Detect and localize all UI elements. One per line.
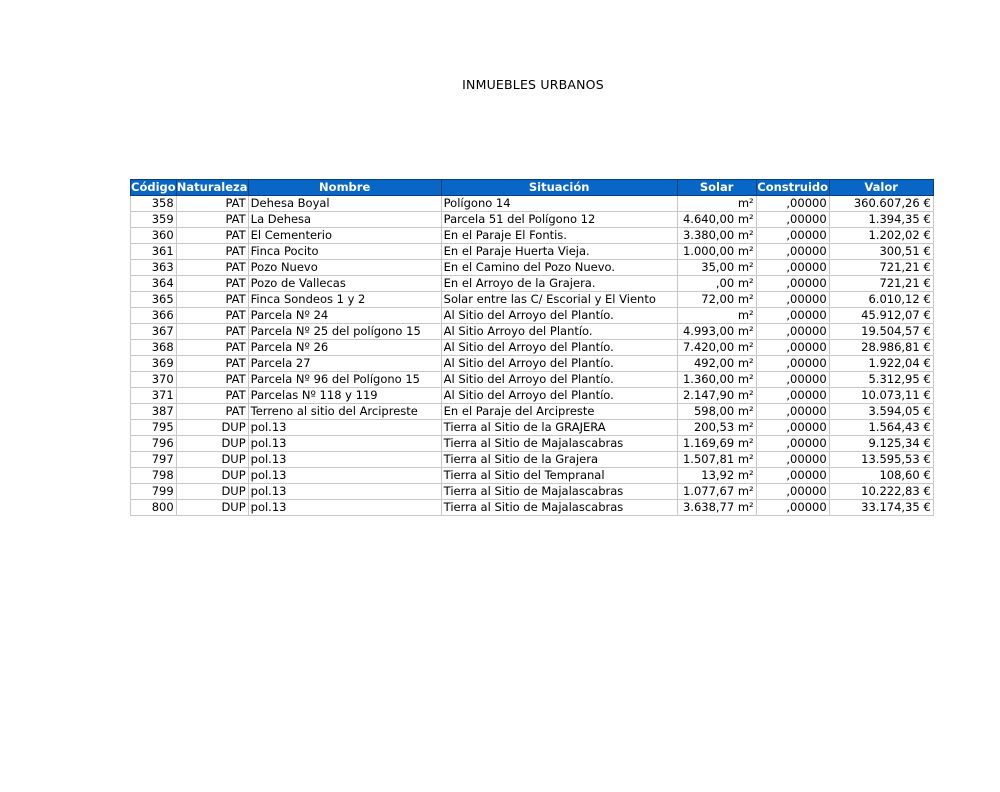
cell-solar: 200,53 m² — [677, 420, 756, 436]
cell-nombre: pol.13 — [248, 452, 441, 468]
cell-nombre: Parcelas Nº 118 y 119 — [248, 388, 441, 404]
cell-nombre: Terreno al sitio del Arcipreste — [248, 404, 441, 420]
cell-situacion: En el Arroyo de la Grajera. — [441, 276, 677, 292]
cell-nombre: Pozo Nuevo — [248, 260, 441, 276]
cell-codigo: 368 — [131, 340, 177, 356]
cell-situacion: Parcela 51 del Polígono 12 — [441, 212, 677, 228]
cell-nombre: El Cementerio — [248, 228, 441, 244]
table-row — [131, 228, 934, 244]
cell-solar: 4.993,00 m² — [677, 324, 756, 340]
cell-situacion: En el Paraje El Fontis. — [441, 228, 677, 244]
cell-construido: ,00000 — [756, 292, 829, 308]
cell-naturaleza: DUP — [176, 436, 248, 452]
cell-valor: 13.595,53 € — [829, 452, 933, 468]
cell-valor: 10.073,11 € — [829, 388, 933, 404]
cell-codigo: 364 — [131, 276, 177, 292]
cell-valor: 300,51 € — [829, 244, 933, 260]
page-title: INMUEBLES URBANOS — [462, 77, 604, 92]
header-solar: Solar — [677, 180, 756, 196]
cell-valor: 5.312,95 € — [829, 372, 933, 388]
cell-solar: 1.169,69 m² — [677, 436, 756, 452]
cell-nombre: pol.13 — [248, 468, 441, 484]
cell-construido: ,00000 — [756, 308, 829, 324]
cell-naturaleza: DUP — [176, 468, 248, 484]
cell-codigo: 365 — [131, 292, 177, 308]
cell-situacion: Al Sitio del Arroyo del Plantío. — [441, 340, 677, 356]
cell-valor: 1.394,35 € — [829, 212, 933, 228]
table-row — [131, 420, 934, 436]
cell-nombre: pol.13 — [248, 484, 441, 500]
cell-construido: ,00000 — [756, 244, 829, 260]
cell-nombre: Parcela Nº 96 del Polígono 15 — [248, 372, 441, 388]
cell-naturaleza: PAT — [176, 308, 248, 324]
cell-solar: ,00 m² — [677, 276, 756, 292]
cell-naturaleza: PAT — [176, 356, 248, 372]
table-row — [131, 372, 934, 388]
cell-naturaleza: DUP — [176, 484, 248, 500]
cell-codigo: 795 — [131, 420, 177, 436]
cell-solar: 1.507,81 m² — [677, 452, 756, 468]
cell-codigo: 369 — [131, 356, 177, 372]
cell-situacion: Al Sitio del Arroyo del Plantío. — [441, 372, 677, 388]
cell-solar: m² — [677, 308, 756, 324]
table-row — [131, 468, 934, 484]
table-row — [131, 356, 934, 372]
cell-nombre: Finca Sondeos 1 y 2 — [248, 292, 441, 308]
cell-nombre: pol.13 — [248, 436, 441, 452]
table-row — [131, 484, 934, 500]
cell-valor: 1.922,04 € — [829, 356, 933, 372]
cell-construido: ,00000 — [756, 356, 829, 372]
cell-codigo: 799 — [131, 484, 177, 500]
cell-solar: 1.360,00 m² — [677, 372, 756, 388]
cell-situacion: Al Sitio del Arroyo del Plantío. — [441, 388, 677, 404]
cell-nombre: Pozo de Vallecas — [248, 276, 441, 292]
cell-situacion: Tierra al Sitio del Tempranal — [441, 468, 677, 484]
cell-solar: 72,00 m² — [677, 292, 756, 308]
header-nombre: Nombre — [248, 180, 441, 196]
cell-naturaleza: DUP — [176, 500, 248, 516]
cell-codigo: 361 — [131, 244, 177, 260]
cell-construido: ,00000 — [756, 212, 829, 228]
cell-solar: 7.420,00 m² — [677, 340, 756, 356]
table-row — [131, 260, 934, 276]
table-row — [131, 212, 934, 228]
table-row — [131, 404, 934, 420]
cell-construido: ,00000 — [756, 276, 829, 292]
cell-situacion: En el Paraje del Arcipreste — [441, 404, 677, 420]
table-row — [131, 340, 934, 356]
cell-valor: 721,21 € — [829, 260, 933, 276]
cell-valor: 9.125,34 € — [829, 436, 933, 452]
cell-solar: 35,00 m² — [677, 260, 756, 276]
cell-codigo: 387 — [131, 404, 177, 420]
cell-solar: 1.077,67 m² — [677, 484, 756, 500]
header-situacion: Situación — [441, 180, 677, 196]
cell-valor: 6.010,12 € — [829, 292, 933, 308]
table-header — [131, 180, 934, 196]
cell-codigo: 798 — [131, 468, 177, 484]
cell-valor: 721,21 € — [829, 276, 933, 292]
cell-naturaleza: PAT — [176, 340, 248, 356]
cell-nombre: Parcela Nº 26 — [248, 340, 441, 356]
cell-construido: ,00000 — [756, 404, 829, 420]
cell-construido: ,00000 — [756, 484, 829, 500]
cell-situacion: Tierra al Sitio de Majalascabras — [441, 436, 677, 452]
cell-codigo: 363 — [131, 260, 177, 276]
cell-construido: ,00000 — [756, 452, 829, 468]
cell-nombre: La Dehesa — [248, 212, 441, 228]
cell-naturaleza: PAT — [176, 196, 248, 212]
header-construido: Construido — [757, 180, 829, 194]
cell-codigo: 370 — [131, 372, 177, 388]
header-naturaleza: Naturaleza — [176, 180, 248, 194]
cell-situacion: Tierra al Sitio de Majalascabras — [441, 484, 677, 500]
cell-solar: 1.000,00 m² — [677, 244, 756, 260]
header-row — [131, 180, 934, 196]
cell-situacion: En el Camino del Pozo Nuevo. — [441, 260, 677, 276]
cell-valor: 1.564,43 € — [829, 420, 933, 436]
cell-nombre: pol.13 — [248, 500, 441, 516]
cell-nombre: Finca Pocito — [248, 244, 441, 260]
cell-nombre: Dehesa Boyal — [248, 196, 441, 212]
property-table — [130, 179, 934, 516]
table-row — [131, 308, 934, 324]
cell-codigo: 360 — [131, 228, 177, 244]
cell-codigo: 800 — [131, 500, 177, 516]
cell-naturaleza: PAT — [176, 292, 248, 308]
cell-situacion: Tierra al Sitio de la GRAJERA — [441, 420, 677, 436]
cell-naturaleza: PAT — [176, 276, 248, 292]
cell-naturaleza: PAT — [176, 228, 248, 244]
cell-codigo: 366 — [131, 308, 177, 324]
table-row — [131, 388, 934, 404]
cell-solar: 3.380,00 m² — [677, 228, 756, 244]
cell-situacion: Solar entre las C/ Escorial y El Viento — [441, 292, 677, 308]
cell-construido: ,00000 — [756, 324, 829, 340]
cell-codigo: 359 — [131, 212, 177, 228]
cell-solar: 13,92 m² — [677, 468, 756, 484]
cell-codigo: 797 — [131, 452, 177, 468]
cell-codigo: 358 — [131, 196, 177, 212]
cell-valor: 45.912,07 € — [829, 308, 933, 324]
cell-situacion: Tierra al Sitio de la Grajera — [441, 452, 677, 468]
cell-nombre: Parcela 27 — [248, 356, 441, 372]
cell-solar: 4.640,00 m² — [677, 212, 756, 228]
cell-naturaleza: PAT — [176, 212, 248, 228]
cell-nombre: Parcela Nº 25 del polígono 15 — [248, 324, 441, 340]
cell-situacion: Al Sitio Arroyo del Plantío. — [441, 324, 677, 340]
cell-solar: 598,00 m² — [677, 404, 756, 420]
cell-construido: ,00000 — [756, 372, 829, 388]
cell-naturaleza: PAT — [176, 260, 248, 276]
cell-solar: m² — [677, 196, 756, 212]
cell-naturaleza: PAT — [176, 372, 248, 388]
cell-situacion: Tierra al Sitio de Majalascabras — [441, 500, 677, 516]
table-row — [131, 196, 934, 212]
cell-construido: ,00000 — [756, 500, 829, 516]
table-row — [131, 436, 934, 452]
table-row — [131, 276, 934, 292]
cell-construido: ,00000 — [756, 228, 829, 244]
cell-solar: 2.147,90 m² — [677, 388, 756, 404]
cell-construido: ,00000 — [756, 340, 829, 356]
cell-construido: ,00000 — [756, 388, 829, 404]
table-row — [131, 452, 934, 468]
cell-naturaleza: PAT — [176, 324, 248, 340]
cell-situacion: Al Sitio del Arroyo del Plantío. — [441, 308, 677, 324]
cell-valor: 360.607,26 € — [829, 196, 933, 212]
cell-situacion: Al Sitio del Arroyo del Plantío. — [441, 356, 677, 372]
cell-nombre: Parcela Nº 24 — [248, 308, 441, 324]
cell-construido: ,00000 — [756, 436, 829, 452]
table-row — [131, 244, 934, 260]
table-row — [131, 292, 934, 308]
table-body — [131, 196, 934, 516]
cell-valor: 108,60 € — [829, 468, 933, 484]
cell-valor: 28.986,81 € — [829, 340, 933, 356]
cell-situacion: Polígono 14 — [441, 196, 677, 212]
cell-solar: 492,00 m² — [677, 356, 756, 372]
cell-construido: ,00000 — [756, 260, 829, 276]
cell-valor: 33.174,35 € — [829, 500, 933, 516]
cell-valor: 10.222,83 € — [829, 484, 933, 500]
cell-nombre: pol.13 — [248, 420, 441, 436]
cell-solar: 3.638,77 m² — [677, 500, 756, 516]
cell-naturaleza: PAT — [176, 244, 248, 260]
cell-valor: 1.202,02 € — [829, 228, 933, 244]
cell-codigo: 367 — [131, 324, 177, 340]
header-codigo: Código — [131, 180, 176, 194]
cell-construido: ,00000 — [756, 468, 829, 484]
cell-codigo: 371 — [131, 388, 177, 404]
cell-situacion: En el Paraje Huerta Vieja. — [441, 244, 677, 260]
cell-valor: 19.504,57 € — [829, 324, 933, 340]
cell-valor: 3.594,05 € — [829, 404, 933, 420]
cell-naturaleza: DUP — [176, 452, 248, 468]
cell-naturaleza: PAT — [176, 404, 248, 420]
cell-construido: ,00000 — [756, 196, 829, 212]
cell-naturaleza: PAT — [176, 388, 248, 404]
cell-codigo: 796 — [131, 436, 177, 452]
header-valor: Valor — [829, 180, 933, 196]
table-row — [131, 500, 934, 516]
cell-construido: ,00000 — [756, 420, 829, 436]
cell-naturaleza: DUP — [176, 420, 248, 436]
table-row — [131, 324, 934, 340]
